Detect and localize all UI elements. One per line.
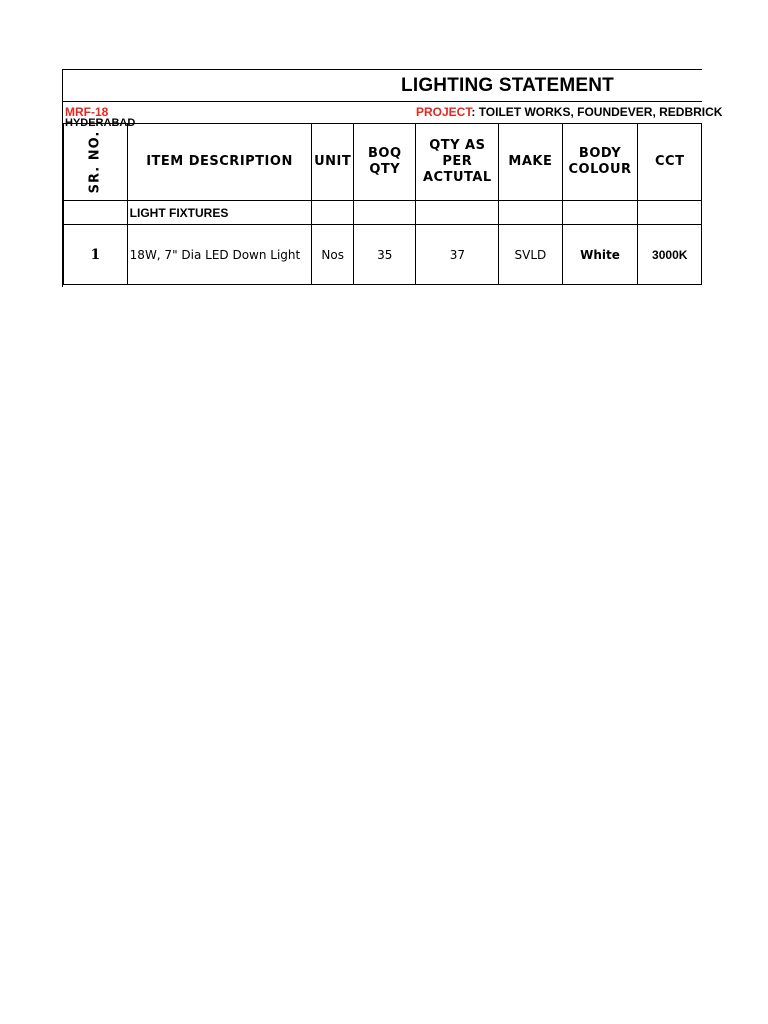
- cell-description: 18W, 7" Dia LED Down Light: [127, 225, 312, 285]
- lighting-statement-sheet: [62, 69, 723, 287]
- section-empty-cell: [499, 201, 562, 225]
- col-header-item-description: ITEM DESCRIPTION: [127, 124, 312, 201]
- col-header-boq-qty: BOQ QTY: [354, 124, 416, 201]
- col-header-sr-no: [64, 124, 128, 201]
- section-empty-cell: [312, 201, 354, 225]
- cell-boq-qty: 35: [354, 225, 416, 285]
- section-empty-cell: [64, 201, 128, 225]
- sheet-title: LIGHTING STATEMENT: [401, 75, 614, 96]
- cell-sr-no: 1: [64, 225, 128, 285]
- lighting-table: [63, 123, 702, 285]
- ref-code: MRF-18: [65, 105, 109, 119]
- section-empty-cell: [562, 201, 638, 225]
- col-header-unit: UNIT: [312, 124, 354, 201]
- col-header-qty-actual: QTY AS PER ACTUTAL: [416, 124, 499, 201]
- title-row: [63, 70, 702, 102]
- col-header-body-colour: BODY COLOUR: [562, 124, 638, 201]
- cell-cct: 3000K: [638, 225, 702, 285]
- cell-body-colour: White: [562, 225, 638, 285]
- project-label: PROJECT: [416, 105, 472, 119]
- project-info: [416, 105, 722, 119]
- section-row: [64, 201, 702, 225]
- section-empty-cell: [354, 201, 416, 225]
- ref-location: HYDERABAD: [65, 117, 136, 129]
- section-label: LIGHT FIXTURES: [127, 201, 312, 225]
- cell-qty-actual: 37: [416, 225, 499, 285]
- section-empty-cell: [416, 201, 499, 225]
- header-row: [64, 124, 702, 201]
- info-row: [63, 102, 723, 129]
- col-header-make: MAKE: [499, 124, 562, 201]
- project-value: : TOILET WORKS, FOUNDEVER, REDBRICK: [471, 105, 723, 119]
- cell-make: SVLD: [499, 225, 562, 285]
- sr-no-header-label: SR. NO.: [87, 130, 103, 194]
- section-empty-cell: [638, 201, 702, 225]
- table-row: [64, 225, 702, 285]
- col-header-cct: CCT: [638, 124, 702, 201]
- cell-unit: Nos: [312, 225, 354, 285]
